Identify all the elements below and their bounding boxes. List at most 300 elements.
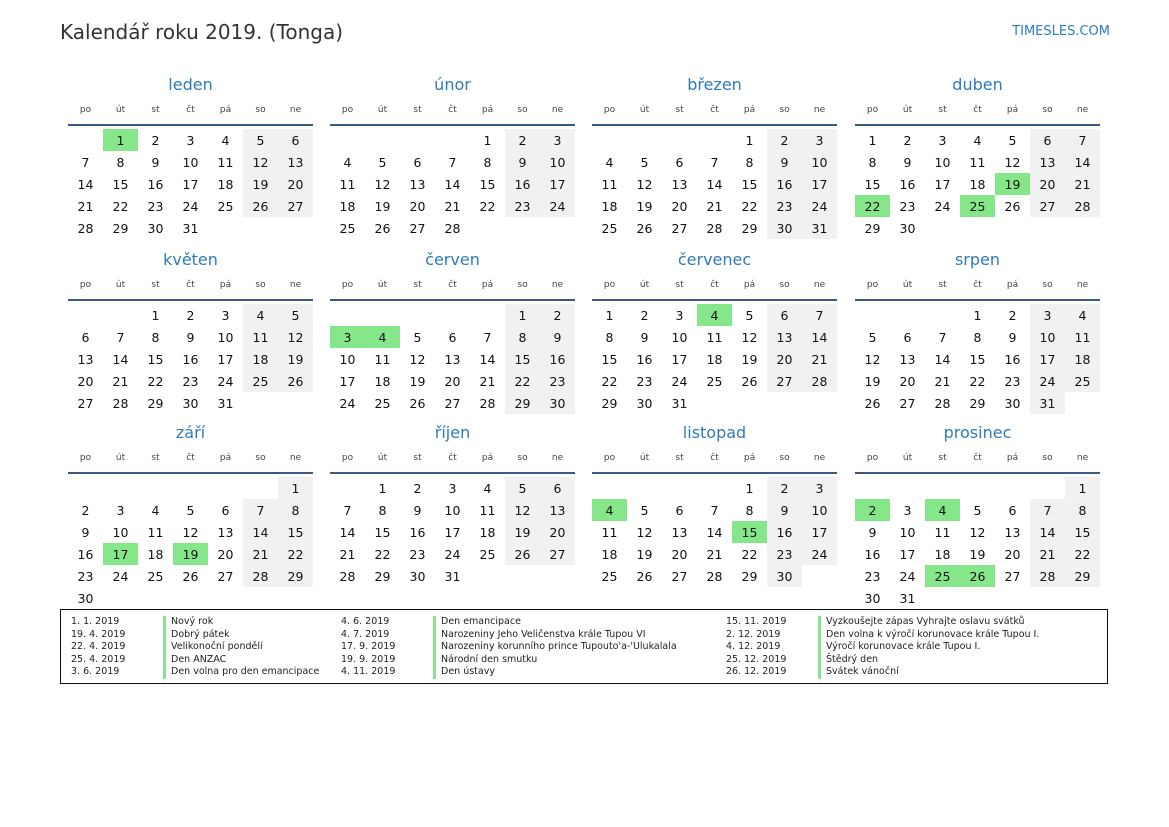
day-cell: 9 — [81, 524, 90, 540]
day-cell: 24 — [899, 568, 916, 584]
day-cell: 22 — [147, 373, 164, 389]
day-cell: 23 — [1004, 373, 1021, 389]
day-cell: 11 — [1065, 326, 1100, 348]
empty-cell — [662, 129, 697, 151]
day-cell: 28 — [706, 220, 723, 236]
day-cell: 17 — [934, 176, 951, 192]
day-cell: 10 — [182, 154, 199, 170]
holiday-day-cell: 1 — [103, 129, 138, 151]
day-cell: 13 — [278, 151, 313, 173]
day-cell: 6 — [540, 477, 575, 499]
day-cell: 19 — [636, 198, 653, 214]
holiday-date: 4. 6. 2019 — [341, 616, 390, 627]
day-cell: 1 — [745, 132, 754, 148]
weekday-label: út — [377, 280, 388, 290]
holiday-row — [341, 629, 677, 642]
day-cell: 10 — [1030, 326, 1065, 348]
holiday-day-cell: 4 — [365, 326, 400, 348]
day-cell: 6 — [1030, 129, 1065, 151]
day-cell: 24 — [934, 198, 951, 214]
day-cell: 9 — [640, 329, 649, 345]
day-cell: 30 — [409, 568, 426, 584]
day-cell: 3 — [938, 132, 947, 148]
day-cell: 26 — [636, 568, 653, 584]
day-cell: 1 — [605, 307, 614, 323]
holiday-day-cell: 25 — [960, 195, 995, 217]
day-cell: 30 — [182, 395, 199, 411]
holiday-row — [71, 654, 319, 667]
holiday-row — [726, 616, 1039, 629]
month-10 — [330, 422, 575, 587]
day-cell: 11 — [601, 176, 618, 192]
day-cell: 12 — [969, 524, 986, 540]
weekday-label: st — [151, 105, 160, 115]
day-cell: 20 — [77, 373, 94, 389]
holiday-date: 2. 12. 2019 — [726, 628, 781, 640]
weekday-label: čt — [710, 453, 719, 463]
holiday-date: 25. 4. 2019 — [71, 653, 126, 665]
day-cell: 2 — [81, 502, 90, 518]
day-cell: 5 — [640, 154, 649, 170]
day-cell: 27 — [278, 195, 313, 217]
site-link[interactable]: TIMESLES.COM — [1012, 24, 1110, 39]
day-cell: 3 — [802, 477, 837, 499]
day-cell: 27 — [671, 220, 688, 236]
day-cell: 15 — [601, 351, 618, 367]
day-cell: 5 — [278, 304, 313, 326]
day-cell: 6 — [675, 154, 684, 170]
day-cell: 2 — [767, 129, 802, 151]
day-cell: 7 — [116, 329, 125, 345]
day-cell: 31 — [802, 217, 837, 239]
day-cell: 1 — [483, 132, 492, 148]
day-cell: 18 — [706, 351, 723, 367]
day-cell: 8 — [973, 329, 982, 345]
weekday-label: po — [603, 105, 616, 115]
holiday-date: 3. 6. 2019 — [71, 666, 120, 677]
empty-cell — [592, 477, 627, 499]
day-cell: 22 — [479, 198, 496, 214]
weekday-label: po — [866, 453, 879, 463]
empty-cell — [330, 129, 365, 151]
day-cell: 16 — [182, 351, 199, 367]
page-title: Kalendář roku 2019. (Tonga) — [60, 20, 344, 44]
weekday-label: st — [938, 280, 947, 290]
day-cell: 25 — [339, 220, 356, 236]
day-cell: 22 — [1065, 543, 1100, 565]
day-cell: 13 — [671, 524, 688, 540]
weekday-label: st — [413, 105, 422, 115]
day-cell: 16 — [409, 524, 426, 540]
weekday-label: po — [79, 105, 92, 115]
weekday-label: pá — [1006, 105, 1019, 115]
day-cell: 7 — [1065, 129, 1100, 151]
day-cell: 3 — [1030, 304, 1065, 326]
day-cell: 13 — [444, 351, 461, 367]
day-cell: 12 — [278, 326, 313, 348]
day-grid — [68, 129, 313, 239]
day-cell: 30 — [767, 217, 802, 239]
day-cell: 18 — [339, 198, 356, 214]
holiday-day-cell: 2 — [855, 499, 890, 521]
day-cell: 1 — [378, 480, 387, 496]
day-cell: 12 — [409, 351, 426, 367]
day-cell: 30 — [1004, 395, 1021, 411]
holiday-day-cell: 19 — [173, 543, 208, 565]
day-cell: 3 — [448, 480, 457, 496]
weekday-header — [68, 444, 313, 474]
weekday-label: po — [79, 280, 92, 290]
month-5 — [68, 249, 313, 414]
month-name: březen — [687, 75, 742, 94]
holiday-name: Narozeniny korunního prince Tupouto'a-'Ulukalala — [433, 641, 677, 654]
day-cell: 11 — [147, 524, 164, 540]
holiday-date: 15. 11. 2019 — [726, 616, 787, 627]
weekday-label: so — [255, 105, 266, 115]
weekday-label: pá — [1006, 453, 1019, 463]
day-cell: 23 — [505, 195, 540, 217]
month-name: září — [175, 423, 206, 442]
day-cell: 28 — [1030, 565, 1065, 587]
weekday-label: pá — [219, 453, 232, 463]
day-cell: 30 — [540, 392, 575, 414]
day-grid — [330, 129, 575, 239]
day-cell: 9 — [413, 502, 422, 518]
day-cell: 5 — [868, 329, 877, 345]
day-cell: 17 — [802, 521, 837, 543]
day-cell: 24 — [112, 568, 129, 584]
weekday-label: st — [151, 280, 160, 290]
weekday-label: ne — [551, 280, 564, 290]
day-cell: 23 — [864, 568, 881, 584]
holiday-row — [726, 641, 1039, 654]
day-cell: 21 — [706, 198, 723, 214]
day-cell: 7 — [243, 499, 278, 521]
day-cell: 20 — [899, 373, 916, 389]
day-cell: 10 — [112, 524, 129, 540]
empty-cell — [662, 477, 697, 499]
weekday-label: pá — [481, 280, 494, 290]
empty-cell — [697, 129, 732, 151]
weekday-label: út — [377, 453, 388, 463]
day-cell: 10 — [671, 329, 688, 345]
day-cell: 12 — [182, 524, 199, 540]
day-cell: 2 — [540, 304, 575, 326]
day-cell: 15 — [864, 176, 881, 192]
weekday-label: so — [255, 280, 266, 290]
day-cell: 4 — [151, 502, 160, 518]
day-cell: 28 — [339, 568, 356, 584]
day-cell: 17 — [671, 351, 688, 367]
day-cell: 22 — [278, 543, 313, 565]
day-cell: 17 — [444, 524, 461, 540]
day-cell: 23 — [77, 568, 94, 584]
day-cell: 3 — [675, 307, 684, 323]
day-cell: 28 — [802, 370, 837, 392]
day-cell: 7 — [483, 329, 492, 345]
empty-cell — [365, 304, 400, 326]
day-cell: 23 — [409, 546, 426, 562]
empty-cell — [890, 304, 925, 326]
weekday-header — [330, 271, 575, 301]
day-cell: 5 — [378, 154, 387, 170]
weekday-label: pá — [1006, 280, 1019, 290]
month-4 — [855, 74, 1100, 239]
day-cell: 13 — [409, 176, 426, 192]
day-cell: 27 — [1030, 195, 1065, 217]
day-cell: 9 — [151, 154, 160, 170]
weekday-label: po — [341, 280, 354, 290]
holiday-day-cell: 3 — [330, 326, 365, 348]
holiday-name: Narozeniny Jeho Veličenstva krále Tupou VI — [433, 629, 646, 642]
weekday-label: út — [377, 105, 388, 115]
day-cell: 26 — [864, 395, 881, 411]
weekday-label: út — [639, 105, 650, 115]
day-cell: 21 — [77, 198, 94, 214]
day-cell: 28 — [1065, 195, 1100, 217]
weekday-label: út — [902, 453, 913, 463]
weekday-label: po — [603, 280, 616, 290]
day-cell: 5 — [1008, 132, 1017, 148]
day-cell: 24 — [802, 543, 837, 565]
day-cell: 15 — [479, 176, 496, 192]
weekday-label: po — [79, 453, 92, 463]
day-cell: 9 — [767, 499, 802, 521]
empty-cell — [627, 129, 662, 151]
day-cell: 31 — [899, 590, 916, 606]
day-cell: 18 — [479, 524, 496, 540]
day-cell: 16 — [864, 546, 881, 562]
day-cell: 24 — [671, 373, 688, 389]
weekday-label: so — [1042, 453, 1053, 463]
empty-cell — [68, 304, 103, 326]
empty-cell — [1030, 477, 1065, 499]
day-grid — [592, 477, 837, 587]
day-cell: 19 — [243, 173, 278, 195]
day-cell: 10 — [899, 524, 916, 540]
holiday-list — [60, 609, 1108, 684]
day-cell: 23 — [540, 370, 575, 392]
day-cell: 20 — [1004, 546, 1021, 562]
day-cell: 20 — [217, 546, 234, 562]
holiday-day-cell: 19 — [995, 173, 1030, 195]
weekday-label: ne — [813, 453, 826, 463]
day-cell: 19 — [278, 348, 313, 370]
day-cell: 14 — [1065, 151, 1100, 173]
weekday-label: ne — [551, 105, 564, 115]
day-cell: 4 — [605, 154, 614, 170]
day-cell: 17 — [802, 173, 837, 195]
empty-cell — [592, 129, 627, 151]
weekday-label: st — [151, 453, 160, 463]
day-cell: 29 — [147, 395, 164, 411]
day-cell: 30 — [864, 590, 881, 606]
day-cell: 16 — [636, 351, 653, 367]
holiday-date: 25. 12. 2019 — [726, 653, 787, 665]
holiday-row — [341, 616, 677, 629]
day-cell: 2 — [903, 132, 912, 148]
holiday-row — [726, 666, 1039, 679]
holiday-day-cell: 15 — [732, 521, 767, 543]
day-cell: 15 — [741, 176, 758, 192]
months-grid — [68, 74, 1102, 604]
day-cell: 2 — [413, 480, 422, 496]
day-cell: 16 — [505, 173, 540, 195]
day-cell: 26 — [505, 543, 540, 565]
holiday-date: 17. 9. 2019 — [341, 641, 396, 652]
empty-cell — [330, 304, 365, 326]
day-cell: 22 — [601, 373, 618, 389]
month-name: duben — [952, 75, 1003, 94]
holiday-name: Den volna pro den emancipace — [163, 666, 319, 679]
day-cell: 10 — [339, 351, 356, 367]
day-cell: 25 — [601, 568, 618, 584]
day-cell: 16 — [147, 176, 164, 192]
day-cell: 17 — [182, 176, 199, 192]
day-cell: 6 — [1008, 502, 1017, 518]
day-cell: 24 — [802, 195, 837, 217]
weekday-label: čt — [973, 105, 982, 115]
day-cell: 30 — [767, 565, 802, 587]
weekday-label: so — [1042, 280, 1053, 290]
day-cell: 21 — [479, 373, 496, 389]
day-cell: 7 — [448, 154, 457, 170]
month-11 — [592, 422, 837, 587]
weekday-label: so — [517, 453, 528, 463]
day-cell: 13 — [217, 524, 234, 540]
day-cell: 2 — [186, 307, 195, 323]
weekday-label: čt — [448, 105, 457, 115]
day-cell: 20 — [1030, 173, 1065, 195]
day-cell: 14 — [802, 326, 837, 348]
day-cell: 26 — [1004, 198, 1021, 214]
day-cell: 26 — [182, 568, 199, 584]
day-cell: 2 — [151, 132, 160, 148]
weekday-label: ne — [1076, 280, 1089, 290]
day-cell: 22 — [505, 370, 540, 392]
day-cell: 15 — [969, 351, 986, 367]
weekday-label: po — [866, 105, 879, 115]
empty-cell — [960, 477, 995, 499]
day-cell: 8 — [1065, 499, 1100, 521]
day-cell: 25 — [217, 198, 234, 214]
holiday-row — [341, 654, 677, 667]
day-cell: 23 — [147, 198, 164, 214]
day-cell: 27 — [444, 395, 461, 411]
weekday-header — [330, 96, 575, 126]
weekday-label: pá — [743, 453, 756, 463]
day-cell: 29 — [741, 220, 758, 236]
day-cell: 22 — [374, 546, 391, 562]
day-cell: 19 — [374, 198, 391, 214]
day-cell: 15 — [147, 351, 164, 367]
day-grid — [855, 477, 1100, 609]
day-cell: 30 — [77, 590, 94, 606]
day-cell: 16 — [77, 546, 94, 562]
empty-cell — [173, 477, 208, 499]
day-cell: 18 — [934, 546, 951, 562]
day-cell: 14 — [77, 176, 94, 192]
day-cell: 13 — [671, 176, 688, 192]
day-cell: 18 — [217, 176, 234, 192]
day-grid — [330, 477, 575, 587]
day-cell: 22 — [112, 198, 129, 214]
day-cell: 22 — [741, 198, 758, 214]
day-cell: 12 — [636, 524, 653, 540]
day-cell: 11 — [601, 524, 618, 540]
day-cell: 6 — [81, 329, 90, 345]
day-cell: 11 — [217, 154, 234, 170]
day-cell: 26 — [278, 370, 313, 392]
day-cell: 5 — [413, 329, 422, 345]
weekday-label: ne — [289, 453, 302, 463]
holiday-day-cell: 4 — [925, 499, 960, 521]
day-cell: 21 — [706, 546, 723, 562]
day-cell: 1 — [868, 132, 877, 148]
day-cell: 26 — [374, 220, 391, 236]
day-cell: 23 — [182, 373, 199, 389]
weekday-label: so — [779, 280, 790, 290]
day-cell: 19 — [741, 351, 758, 367]
day-cell: 11 — [706, 329, 723, 345]
day-cell: 11 — [934, 524, 951, 540]
day-cell: 2 — [640, 307, 649, 323]
weekday-label: čt — [186, 453, 195, 463]
day-cell: 15 — [374, 524, 391, 540]
holiday-date: 19. 9. 2019 — [341, 653, 396, 665]
empty-cell — [627, 477, 662, 499]
weekday-label: so — [517, 105, 528, 115]
day-cell: 18 — [147, 546, 164, 562]
month-name: květen — [163, 250, 218, 269]
weekday-label: út — [115, 453, 126, 463]
holiday-name: Velikonoční pondělí — [163, 641, 263, 654]
day-cell: 23 — [767, 543, 802, 565]
day-cell: 12 — [864, 351, 881, 367]
holiday-date: 19. 4. 2019 — [71, 628, 126, 640]
weekday-label: ne — [1076, 453, 1089, 463]
day-cell: 14 — [479, 351, 496, 367]
weekday-label: so — [517, 280, 528, 290]
day-cell: 29 — [1065, 565, 1100, 587]
day-cell: 6 — [767, 304, 802, 326]
day-cell: 4 — [343, 154, 352, 170]
empty-cell — [208, 477, 243, 499]
day-cell: 18 — [374, 373, 391, 389]
holiday-date: 26. 12. 2019 — [726, 666, 787, 677]
holiday-date: 4. 12. 2019 — [726, 641, 781, 652]
day-cell: 6 — [221, 502, 230, 518]
holiday-column-3 — [726, 616, 1039, 679]
day-cell: 27 — [77, 395, 94, 411]
weekday-label: so — [779, 453, 790, 463]
day-grid — [855, 304, 1100, 414]
weekday-label: po — [341, 105, 354, 115]
holiday-row — [726, 654, 1039, 667]
day-cell: 24 — [444, 546, 461, 562]
weekday-header — [330, 444, 575, 474]
day-cell: 21 — [1030, 543, 1065, 565]
weekday-label: čt — [973, 280, 982, 290]
day-cell: 12 — [374, 176, 391, 192]
day-cell: 8 — [278, 499, 313, 521]
day-cell: 17 — [217, 351, 234, 367]
weekday-label: čt — [710, 105, 719, 115]
holiday-name: Den ANZAC — [163, 654, 226, 667]
day-cell: 19 — [409, 373, 426, 389]
empty-cell — [697, 477, 732, 499]
weekday-header — [68, 271, 313, 301]
